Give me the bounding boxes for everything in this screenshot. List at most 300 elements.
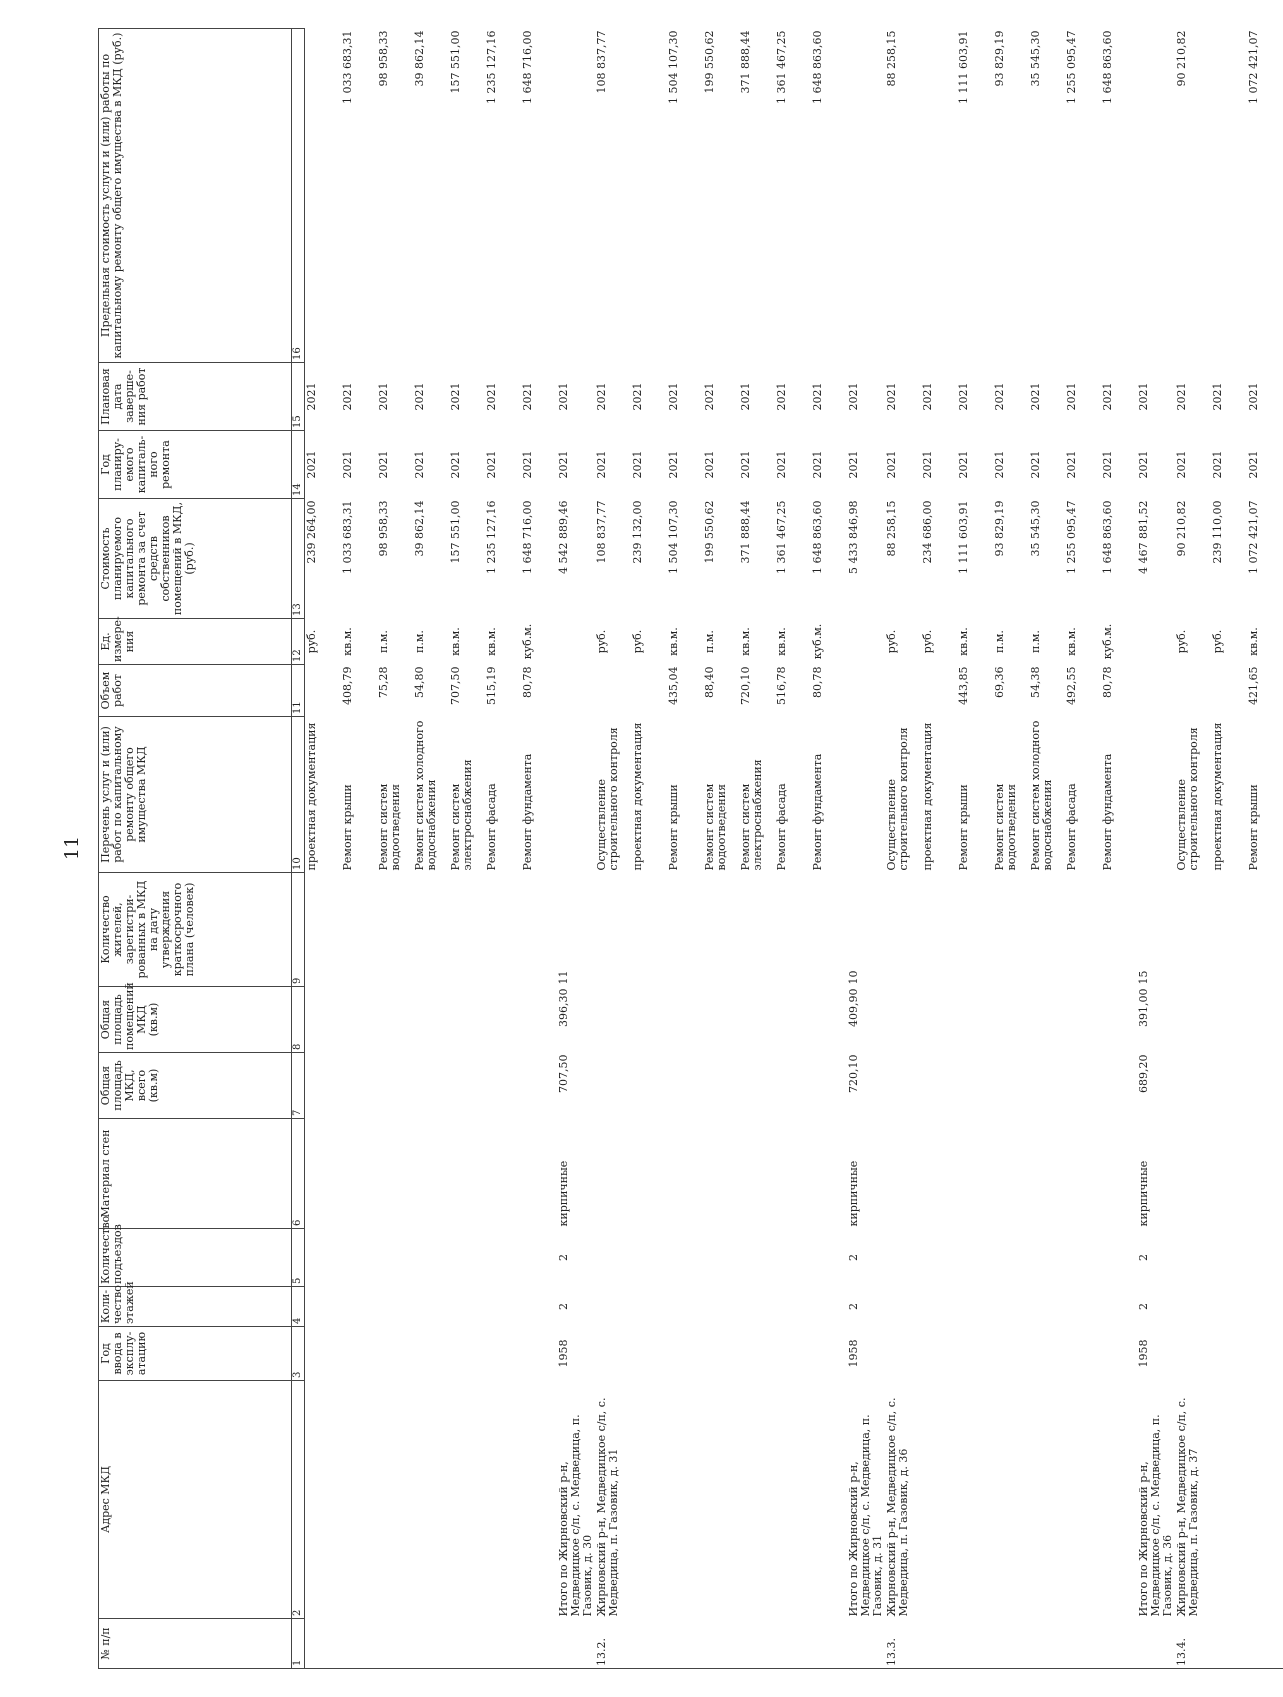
table-cell-col10: Ремонт систем водоотведения [377,783,402,871]
table-cell-col16: 371 888,44 [739,30,752,94]
table-cell-col4 [1175,1287,1211,1327]
table-cell-col7: 689,20 [1137,1054,1150,1093]
table-cell-col12: кв.м. [1247,627,1260,656]
table-cell-col7 [993,1053,1029,1119]
table-cell-col1 [377,1619,413,1669]
table-cell-col4 [703,1287,739,1327]
table-cell-col4 [449,1287,485,1327]
table-cell-col14: 2021 [1175,450,1188,479]
table-cell-col16: 1 255 095,47 [1065,30,1078,104]
table-cell-col5 [305,1229,342,1287]
table-cell-col7 [703,1053,739,1119]
table-cell-col15: 2021 [739,382,752,411]
table-cell-col4 [595,1287,631,1327]
table-cell-col7 [811,1053,847,1119]
table-cell-col13: 5 433 846,98 [847,500,860,574]
column-header-14: Год планиру-емого капиталь-ного ремонта [99,431,292,499]
table-cell-col16 [631,29,667,363]
table-cell-col1 [993,1619,1029,1669]
table-cell-col11: 80,78 [811,666,824,698]
table-cell-col12: п.м. [993,630,1006,653]
table-cell-col16: 157 551,00 [449,30,462,94]
table-cell-col7 [1029,1053,1065,1119]
table-cell-col14: 2021 [703,450,716,479]
table-cell-col12: п.м. [413,630,426,653]
table-cell-col12: кв.м. [775,627,788,656]
table-cell-col3 [449,1327,485,1381]
table-cell-col14: 2021 [341,450,354,479]
table-cell-col8 [413,987,449,1053]
table-cell-col4 [739,1287,775,1327]
table-cell-col16 [305,29,342,363]
table-cell-col8 [631,987,667,1053]
table-cell-col6 [1065,1119,1101,1229]
table-cell-col9 [775,873,811,987]
table-cell-col11: 408,79 [341,666,354,705]
column-number-5: 5 [292,1229,305,1287]
table-cell-col3 [377,1327,413,1381]
table-cell-col14: 2021 [1137,450,1150,479]
table-cell-col3 [631,1327,667,1381]
table-cell-col12: кв.м. [667,627,680,656]
table-cell-col16: 108 837,77 [595,30,608,94]
table-cell-col6 [739,1119,775,1229]
table-row [485,29,521,1669]
table-cell-col15: 2021 [557,382,570,411]
table-cell-col10 [1137,717,1175,873]
table-cell-col10: Ремонт систем водоотведения [993,783,1018,871]
table-cell-col2: Итого по Жирновский р-н, Медведицкое с/п, с. Медведица, п. Газовик, д. 30 [557,1414,594,1617]
table-cell-col3 [775,1327,811,1381]
table-row [521,29,557,1669]
table-cell-col3: 1958 [847,1339,860,1368]
table-cell-col10: Осуществление строительного контроля [1175,727,1200,871]
table-row [993,29,1029,1669]
table-row [811,29,847,1669]
column-number-11: 11 [292,665,305,717]
table-cell-col13: 4 542 889,46 [557,500,570,574]
table-cell-col2 [1029,1381,1065,1619]
table-cell-col4 [775,1287,811,1327]
table-cell-col15: 2021 [1175,382,1188,411]
table-row [631,29,667,1669]
table-cell-col8 [1065,987,1101,1053]
table-cell-col3 [1211,1327,1247,1381]
table-cell-col12: кв.м. [449,627,462,656]
table-cell-col1 [775,1619,811,1669]
table-cell-col14: 2021 [775,450,788,479]
table-cell-col2: Жирновский р-н, Медведицкое с/п, с. Медведица, п. Газовик, д. 37 [1175,1397,1200,1617]
table-cell-col13: 234 686,00 [921,500,934,564]
table-cell-col16: 1 648 716,00 [521,30,534,104]
table-cell-col11 [921,665,957,717]
table-cell-col11 [847,665,885,717]
table-cell-col14: 2021 [847,450,860,479]
column-header-10: Перечень услуг и (или) работ по капитальному ремонту общего имущества МКД [99,717,292,873]
table-cell-col3 [703,1327,739,1381]
table-cell-col10: Ремонт фасада [485,783,498,871]
table-row [341,29,377,1669]
table-cell-col15: 2021 [703,382,716,411]
table-cell-col14: 2021 [1247,450,1260,479]
table-cell-col5: 2 [1137,1254,1150,1261]
table-cell-col16: 1 235 127,16 [485,30,498,104]
table-cell-col10: Ремонт фасада [1065,783,1078,871]
table-cell-col11: 492,55 [1065,666,1078,705]
table-cell-col8 [921,987,957,1053]
table-cell-col14: 2021 [921,450,934,479]
table-cell-col9 [341,873,377,987]
table-cell-col6 [1101,1119,1137,1229]
table-cell-col10 [557,717,595,873]
column-header-5: Количество подъездов [99,1229,292,1287]
table-cell-col13: 1 648 863,60 [811,500,824,574]
table-cell-col5 [1029,1229,1065,1287]
table-row [1029,29,1065,1669]
table-cell-col5 [739,1229,775,1287]
table-cell-col1 [1247,1619,1283,1669]
table-cell-col11 [305,665,342,717]
table-cell-col1 [1101,1619,1137,1669]
table-cell-col15: 2021 [485,382,498,411]
table-cell-col13: 4 467 881,52 [1137,500,1150,574]
table-cell-col11 [1137,665,1175,717]
table-cell-col14: 2021 [667,450,680,479]
table-cell-col7 [739,1053,775,1119]
table-cell-col14: 2021 [1029,450,1042,479]
table-cell-col9 [667,873,703,987]
table-row [885,29,921,1669]
table-cell-col8 [703,987,739,1053]
table-cell-col5 [1101,1229,1137,1287]
table-row [413,29,449,1669]
table-cell-col10: Ремонт систем холодного водоснабжения [1029,720,1054,871]
table-cell-col12: кв.м. [957,627,970,656]
table-cell-col15: 2021 [377,382,390,411]
table-cell-col3 [1175,1327,1211,1381]
table-cell-col6 [1175,1119,1211,1229]
table-cell-col8: 396,30 [557,988,570,1027]
table-cell-col9 [305,873,342,987]
table-cell-col9 [1211,873,1247,987]
table-cell-col2 [521,1381,557,1619]
table-cell-col13: 199 550,62 [703,500,716,564]
table-cell-col15: 2021 [341,382,354,411]
column-header-1: № п/п [99,1619,292,1669]
table-cell-col4 [1065,1287,1101,1327]
table-cell-col8 [811,987,847,1053]
table-cell-col10: Ремонт фундамента [1101,753,1114,871]
table-cell-col5 [631,1229,667,1287]
column-header-6: Материал стен [99,1119,292,1229]
table-row [667,29,703,1669]
table-cell-col4 [993,1287,1029,1327]
column-header-11: Объем работ [99,665,292,717]
table-cell-col10: Ремонт систем холодного водоснабжения [413,720,438,871]
table-cell-col6 [305,1119,342,1229]
table-cell-col9 [413,873,449,987]
table-cell-col16: 199 550,62 [703,30,716,94]
table-cell-col3 [739,1327,775,1381]
table-cell-col3 [957,1327,993,1381]
table-cell-col6 [521,1119,557,1229]
table-cell-col9: 11 [557,970,570,985]
table-cell-col1 [739,1619,775,1669]
table-cell-col13: 157 551,00 [449,500,462,564]
table-cell-col12 [557,619,595,665]
table-cell-col10: Ремонт фасада [775,783,788,871]
column-header-8: Общая площадь помещений МКД (кв.м) [99,987,292,1053]
table-row [1065,29,1101,1669]
column-header-3: Год ввода в эксплу-атацию [99,1327,292,1381]
table-cell-col11 [595,665,631,717]
table-cell-col2: Итого по Жирновский р-н, Медведицкое с/п, с. Медведица, п. Газовик, д. 36 [1137,1414,1174,1617]
table-cell-col9 [1101,873,1137,987]
table-cell-col11: 54,38 [1029,666,1042,698]
table-row [377,29,413,1669]
table-cell-col4 [341,1287,377,1327]
table-cell-col8: 391,00 [1137,988,1150,1027]
table-cell-col13: 371 888,44 [739,500,752,564]
table-cell-col6 [413,1119,449,1229]
table-cell-col6 [485,1119,521,1229]
table-cell-col7 [377,1053,413,1119]
table-cell-col8 [1247,987,1283,1053]
table-cell-col5 [667,1229,703,1287]
table-cell-col1 [1065,1619,1101,1669]
table-cell-col10: проектная документация [1211,722,1224,871]
table-cell-col2 [1247,1381,1283,1619]
table-cell-col4 [1029,1287,1065,1327]
table-cell-col12: руб. [595,629,608,654]
table-cell-col9 [1247,873,1283,987]
table-cell-col9 [1065,873,1101,987]
table-cell-col10: Ремонт систем водоотведения [703,783,728,871]
table-cell-col15: 2021 [921,382,934,411]
table-cell-col3: 1958 [1137,1339,1150,1368]
table-cell-col4 [413,1287,449,1327]
table-cell-col7 [921,1053,957,1119]
table-cell-col9: 15 [1137,970,1150,985]
table-cell-col12: п.м. [703,630,716,653]
table-cell-col13: 239 264,00 [305,500,318,564]
table-cell-col4 [1247,1287,1283,1327]
table-cell-col15: 2021 [847,382,860,411]
table-cell-col1 [703,1619,739,1669]
table-cell-col10: проектная документация [921,722,934,871]
table-cell-col7 [485,1053,521,1119]
table-cell-col4 [957,1287,993,1327]
table-cell-col3 [595,1327,631,1381]
table-cell-col11: 54,80 [413,666,426,698]
table-cell-col14: 2021 [957,450,970,479]
table-cell-col7 [1065,1053,1101,1119]
table-cell-col2: Итого по Жирновский р-н, Медведицкое с/п, с. Медведица, п. Газовик, д. 31 [847,1414,884,1617]
table-cell-col7 [413,1053,449,1119]
table-cell-col3 [341,1327,377,1381]
table-row [595,29,631,1669]
table-cell-col16: 35 545,30 [1029,30,1042,87]
table-cell-col15: 2021 [667,382,680,411]
table-cell-col12 [1137,619,1175,665]
table-cell-col5 [449,1229,485,1287]
table-row [847,29,885,1669]
table-cell-col2 [1101,1381,1137,1619]
table-cell-col9 [811,873,847,987]
table-cell-col5 [413,1229,449,1287]
table-cell-col8 [1029,987,1065,1053]
table-cell-col10: Ремонт крыши [341,784,354,871]
table-cell-col7 [595,1053,631,1119]
table-cell-col8 [341,987,377,1053]
table-cell-col10: Ремонт систем электроснабжения [739,759,764,871]
table-cell-col7 [667,1053,703,1119]
table-cell-col7 [341,1053,377,1119]
table-row [739,29,775,1669]
table-cell-col6: кирпичные [557,1160,570,1227]
table-cell-col2 [1211,1381,1247,1619]
table-cell-col12: куб.м. [1101,623,1114,660]
table-cell-col2 [341,1381,377,1619]
table-cell-col11: 435,04 [667,666,680,705]
table-cell-col14: 2021 [377,450,390,479]
table-cell-col5 [1247,1229,1283,1287]
table-cell-col6 [341,1119,377,1229]
column-number-6: 6 [292,1119,305,1229]
table-cell-col9 [993,873,1029,987]
table-cell-col13: 1 033 683,31 [341,500,354,574]
table-cell-col13: 35 545,30 [1029,500,1042,557]
table-cell-col13: 98 958,33 [377,500,390,557]
column-header-15: Плановая дата заверше-ния работ [99,363,292,431]
table-cell-col4 [1211,1287,1247,1327]
table-cell-col1 [1029,1619,1065,1669]
table-cell-col11: 421,65 [1247,666,1260,705]
table-header-row [99,29,292,1669]
table-cell-col1: 13.3. [885,1619,921,1669]
table-cell-col16: 90 210,82 [1175,30,1188,87]
table-row [305,29,342,1669]
table-cell-col15: 2021 [1247,382,1260,411]
table-row [557,29,595,1669]
table-cell-col15: 2021 [305,382,318,411]
table-cell-col9 [703,873,739,987]
table-cell-col12: руб. [921,629,934,654]
table-cell-col13: 93 829,19 [993,500,1006,557]
table-row [1211,29,1247,1669]
table-cell-col12: куб.м. [811,623,824,660]
table-cell-col12 [847,619,885,665]
table-cell-col9 [485,873,521,987]
table-cell-col14: 2021 [521,450,534,479]
table-cell-col2 [957,1381,993,1619]
table-cell-col16: 1 361 467,25 [775,30,788,104]
table-cell-col8 [885,987,921,1053]
table-cell-col2 [993,1381,1029,1619]
table-cell-col7 [521,1053,557,1119]
table-cell-col6 [993,1119,1029,1229]
table-cell-col14: 2021 [1065,450,1078,479]
table-cell-col16: 1 033 683,31 [341,30,354,104]
table-cell-col2 [485,1381,521,1619]
table-cell-col6 [775,1119,811,1229]
table-cell-col15: 2021 [631,382,644,411]
column-number-8: 8 [292,987,305,1053]
column-number-2: 2 [292,1381,305,1619]
column-header-7: Общая площадь МКД, всего (кв.м) [99,1053,292,1119]
table-cell-col2 [377,1381,413,1619]
table-cell-col10: Ремонт крыши [667,784,680,871]
table-cell-col9 [1175,873,1211,987]
table-cell-col3 [667,1327,703,1381]
column-number-3: 3 [292,1327,305,1381]
table-cell-col6 [921,1119,957,1229]
column-number-row [292,29,305,1669]
table-cell-col4 [667,1287,703,1327]
table-cell-col6 [1247,1119,1283,1229]
table-cell-col15: 2021 [1137,382,1150,411]
table-cell-col12: кв.м. [739,627,752,656]
table-cell-col8 [305,987,342,1053]
table-cell-col8 [1175,987,1211,1053]
table-cell-col15: 2021 [775,382,788,411]
table-cell-col1 [305,1619,342,1669]
table-cell-col11: 88,40 [703,666,716,698]
column-number-16: 16 [292,29,305,363]
column-header-16: Предельная стоимость услуги и (или) работы по капитальному ремонту общего имущества в МКД (руб.) [99,29,292,363]
table-cell-col12: руб. [305,629,318,654]
table-cell-col14: 2021 [631,450,644,479]
table-cell-col10 [847,717,885,873]
table-cell-col12: кв.м. [341,627,354,656]
table-cell-col2 [921,1381,957,1619]
table-cell-col2 [667,1381,703,1619]
table-cell-col4: 2 [847,1303,860,1310]
table-cell-col6: кирпичные [847,1160,860,1227]
column-number-14: 14 [292,431,305,499]
table-cell-col14: 2021 [1101,450,1114,479]
table-cell-col9 [377,873,413,987]
table-cell-col8 [775,987,811,1053]
table-cell-col11: 720,10 [739,666,752,705]
table-row [921,29,957,1669]
table-cell-col4 [305,1287,342,1327]
table-cell-col8 [993,987,1029,1053]
table-cell-col15: 2021 [595,382,608,411]
table-cell-col16: 98 958,33 [377,30,390,87]
table-cell-col4 [485,1287,521,1327]
table-cell-col16: 93 829,19 [993,30,1006,87]
column-header-4: Коли-чество этажей [99,1287,292,1327]
table-cell-col9 [449,873,485,987]
table-cell-col15: 2021 [1101,382,1114,411]
table-cell-col16: 1 072 421,07 [1247,30,1260,104]
table-cell-col4 [811,1287,847,1327]
table-cell-col16: 39 862,14 [413,30,426,87]
table-row [1247,29,1283,1669]
table-row [1101,29,1137,1669]
table-cell-col9: 10 [847,970,860,985]
table-cell-col7: 707,50 [557,1054,570,1093]
table-cell-col6 [885,1119,921,1229]
table-cell-col11: 80,78 [1101,666,1114,698]
table-cell-col15: 2021 [1029,382,1042,411]
table-cell-col1 [521,1619,557,1669]
table-cell-col12: кв.м. [1065,627,1078,656]
column-number-7: 7 [292,1053,305,1119]
table-cell-col5 [485,1229,521,1287]
table-cell-col5 [957,1229,993,1287]
